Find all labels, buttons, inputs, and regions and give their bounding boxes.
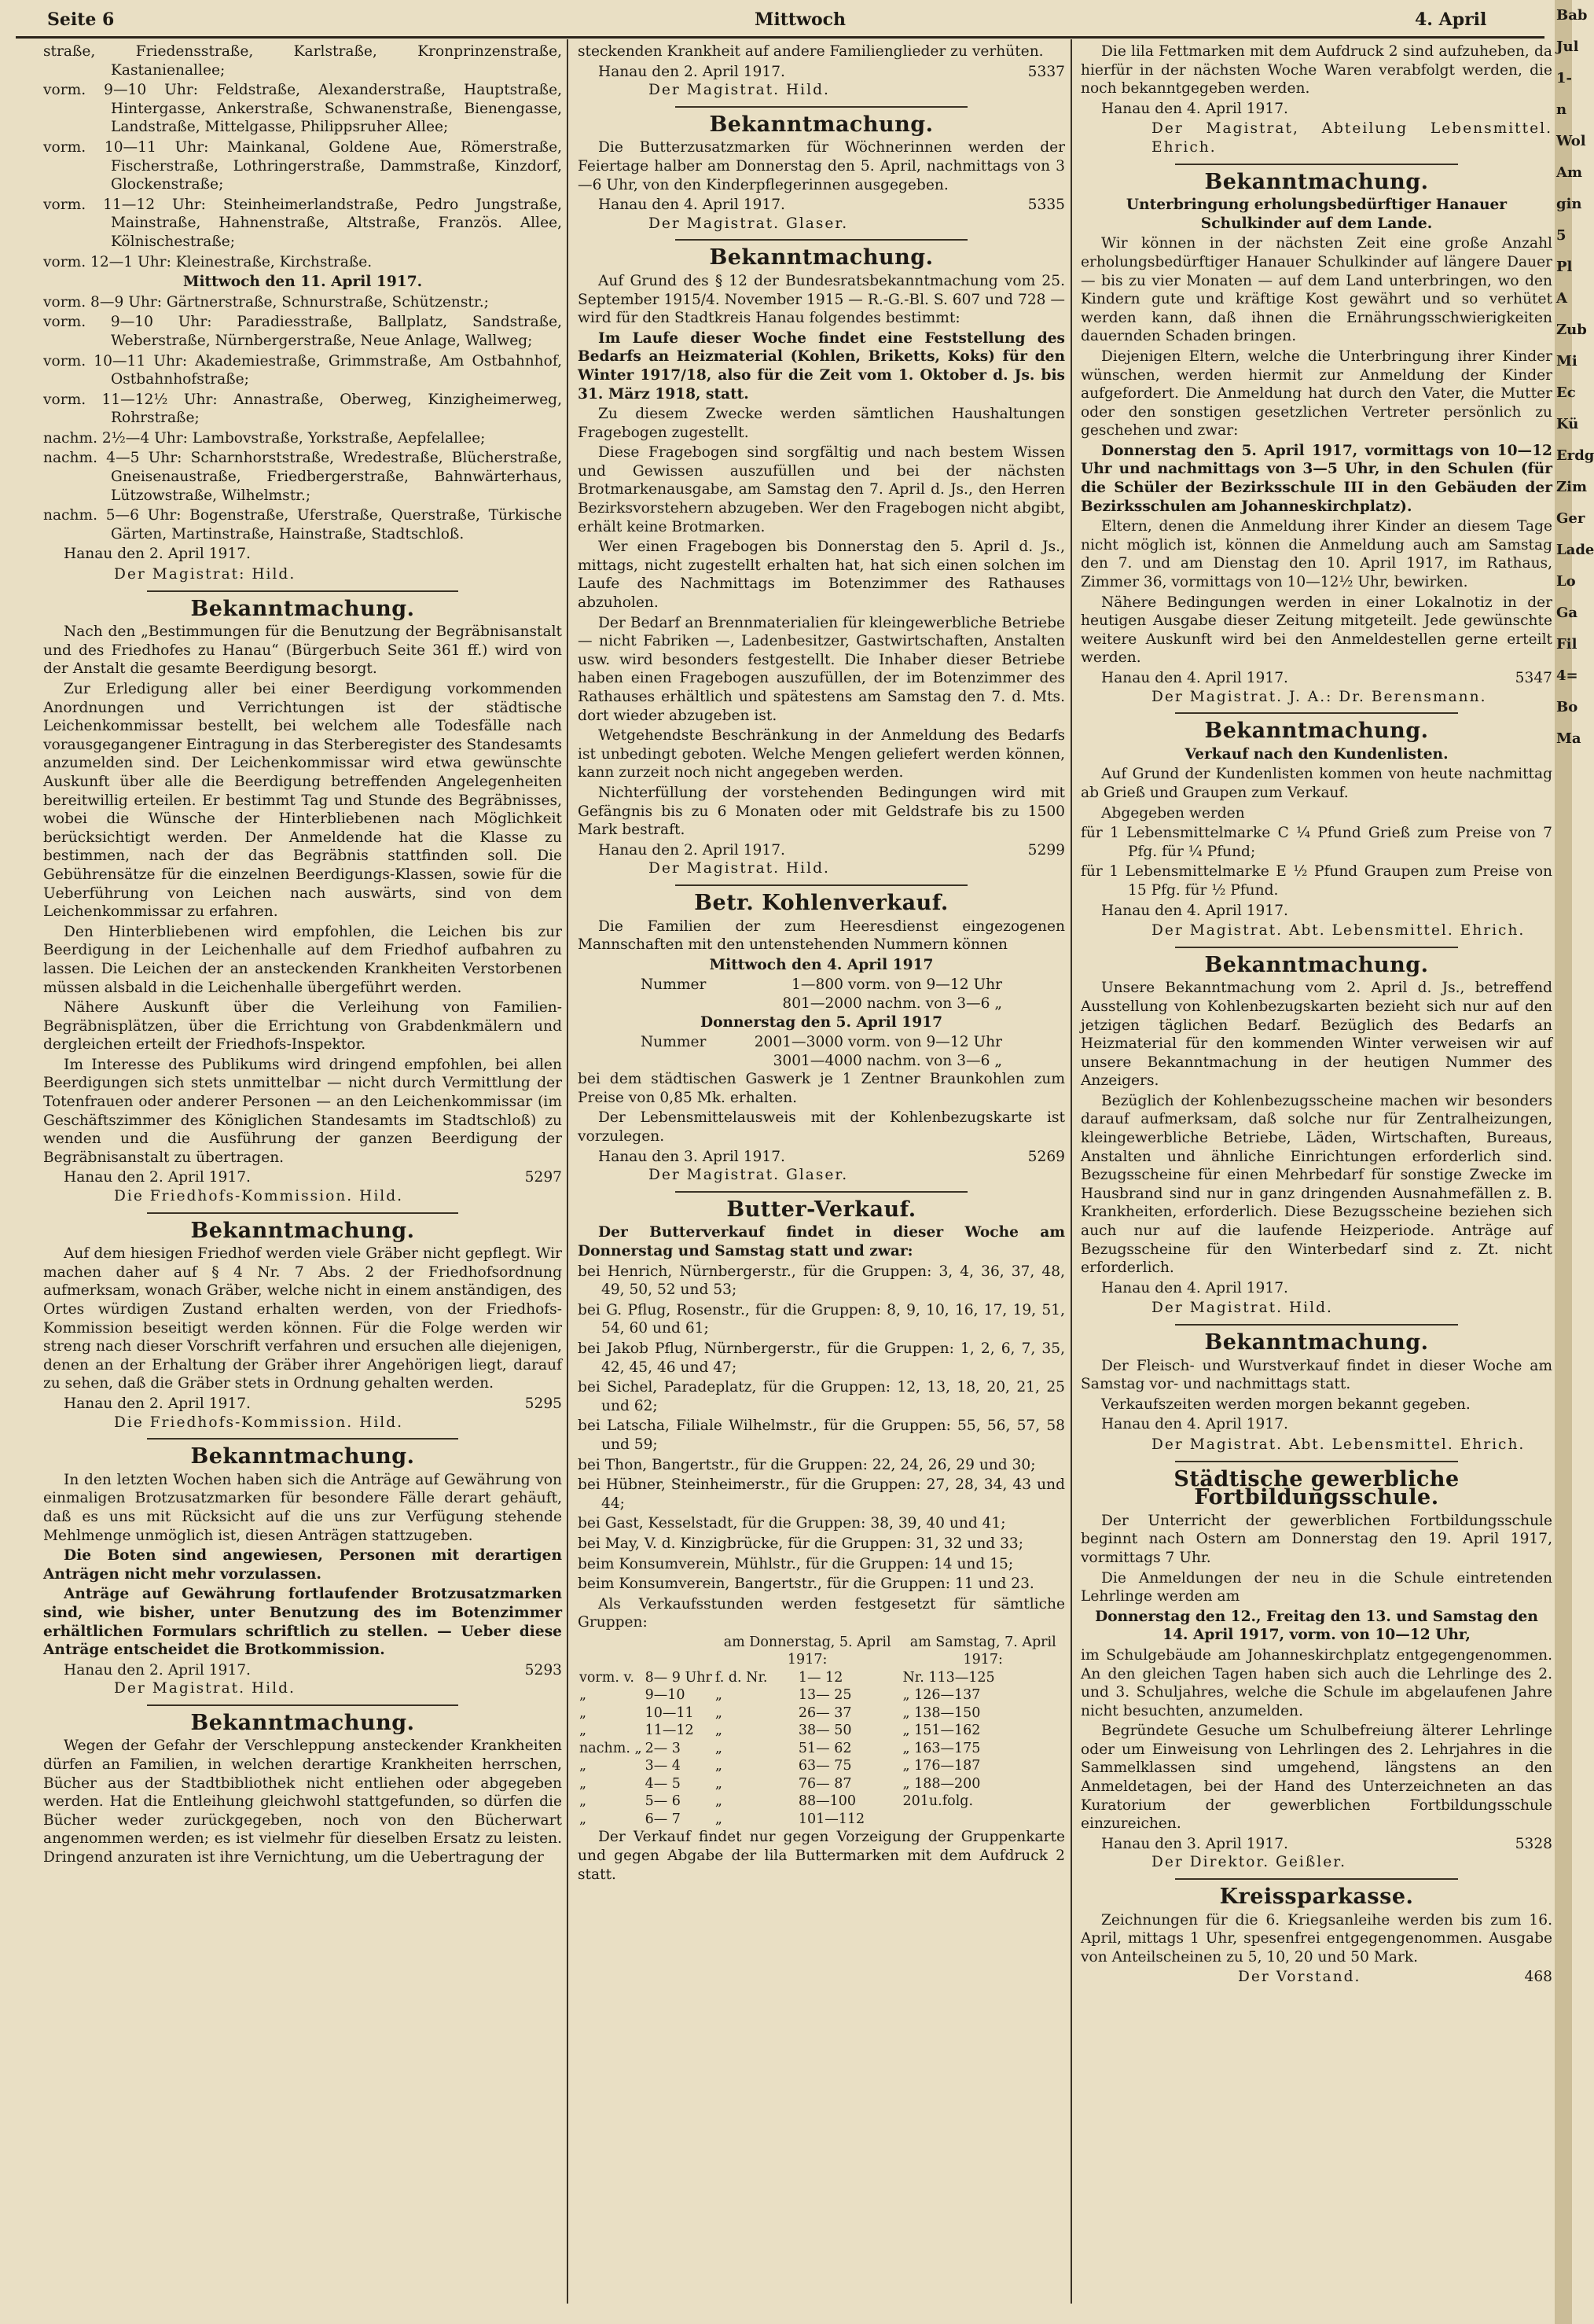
separator (147, 1438, 458, 1440)
strip-fragment: 5 (1556, 227, 1566, 244)
table-cell: 10—11 (645, 1704, 694, 1721)
strip-fragment: Wol (1556, 133, 1586, 149)
table-cell: Nr. 113—125 (902, 1669, 995, 1686)
schedule-line: nachm. 2½—4 Uhr: Lambovstraße, Yorkstraße, Aepfelallee; (43, 429, 486, 447)
schedule-line: vorm. 12—1 Uhr: Kleinestraße, Kirchstraße. (43, 253, 373, 270)
table-cell: 5— 6 (645, 1793, 681, 1810)
strip-fragment: Fil (1556, 636, 1577, 653)
notice-date: Hanau den 2. April 1917. (598, 63, 785, 80)
notice-paragraph: Nichterfüllung der vorstehenden Bedingungen wird mit Gefängnis bis zu 6 Monaten oder mit Geldstrafe bis zu 1500 Mark bestraft. (578, 784, 1065, 839)
notice-paragraph: Den Hinterbliebenen wird empfohlen, die Leichen bis zur Beerdigung in der Leichenhalle auf dem Friedhof aufbahren zu lassen. Die Leichen der an ansteckenden Krankheiten Verstorbenen müssen alsbald in die Leichenhalle übergeführt werden. (43, 923, 562, 996)
list-item: beim Konsumverein, Bangertstr., für die Gruppen: 11 und 23. (578, 1576, 1034, 1593)
notice-title: Betr. Kohlenverkauf. (694, 890, 949, 915)
notice-paragraph: Donnerstag den 5. April 1917, vormittags von 10—12 Uhr und nachmittags von 3—5 Uhr, in den Schulen (für die Schüler der Bezirksschule III in den Gebäuden der Bezirksschulen am Johanneskirchplatz). (1081, 442, 1552, 515)
header-weekday: Mittwoch (755, 9, 847, 30)
table-cell: 11—12 (645, 1723, 694, 1739)
notice-paragraph: Die Anmeldungen der neu in die Schule eintretenden Lehrlinge werden am (1081, 1569, 1552, 1605)
table-row (578, 1686, 1065, 1704)
table-cell: 6— 7 (645, 1811, 681, 1827)
strip-fragment: Mi (1556, 353, 1577, 370)
notice-number: 5293 (524, 1661, 562, 1679)
table-cell: 8— 9 Uhr (645, 1669, 712, 1686)
table-cell: 88—100 (798, 1793, 857, 1810)
notice-title: Kreissparkasse. (1219, 1885, 1414, 1910)
notice-signature: Die Friedhofs-Kommission. Hild. (114, 1188, 404, 1205)
column-left (43, 42, 562, 1869)
header-date: 4. April (1415, 9, 1487, 30)
schedule-line: nachm. 4—5 Uhr: Scharnhorststraße, Wredestraße, Blücherstraße, Gneisenaustraße, Friedbergerstraße, Bahnwärterhaus, Lützowstraße, Wilhelmstr.; (43, 450, 562, 504)
notice-paragraph: Verkaufszeiten werden morgen bekannt gegeben. (1101, 1396, 1471, 1413)
notice-date: Hanau den 4. April 1917. (1101, 1279, 1288, 1296)
table-cell: „ 176—187 (902, 1758, 981, 1774)
column-middle (578, 42, 1065, 1885)
strip-fragment: Ga (1556, 605, 1578, 621)
notice-date: Hanau den 4. April 1917. (1101, 100, 1288, 117)
separator (147, 1704, 458, 1706)
column-divider (567, 39, 568, 2304)
separator (1175, 1461, 1458, 1462)
table-cell: „ (714, 1793, 722, 1810)
notice-date: Hanau den 2. April 1917. (64, 1169, 251, 1186)
schedule-line: vorm. 9—10 Uhr: Paradiesstraße, Ballplatz, Sandstraße, Weberstraße, Nürnbergerstraße, Neue Anlage, Wallweg; (43, 314, 562, 349)
table-cell: nachm. „ (579, 1740, 642, 1756)
table-cell: „ (714, 1740, 722, 1756)
notice-paragraph: Die lila Fettmarken mit dem Aufdruck 2 sind aufzuheben, da hierfür in der nächsten Woche Waren verabfolgt werden, die noch bekanntgegeben werden. (1081, 43, 1552, 97)
schedule-line: vorm. 8—9 Uhr: Gärtnerstraße, Schnurstraße, Schützenstr.; (43, 293, 489, 311)
list-item: bei Hübner, Steinheimerstr., für die Gruppen: 27, 28, 34, 43 und 44; (578, 1476, 1065, 1512)
table-row (578, 1634, 1065, 1669)
notice-date: Hanau den 4. April 1917. (598, 197, 785, 214)
notice-title: Bekanntmachung. (709, 245, 934, 270)
table-row (578, 1793, 1065, 1811)
strip-fragment: 4= (1556, 667, 1578, 684)
notice-paragraph: Begründete Gesuche um Schulbefreiung älterer Lehrlinge oder um Einweisung von Lehrlingen des 2. Lehrjahres in die Sammelklassen sind umgehend, längstens an den Anmeldetagen, bei der Hand des Unterzeichneten an das Kuratorium der gewerblichen Fortbildungsschule einzureichen. (1081, 1723, 1552, 1833)
notice-signature: Der Magistrat. J. A.: Dr. Berensmann. (1151, 688, 1487, 705)
strip-fragment: A (1556, 290, 1567, 307)
strip-fragment: Bab (1556, 7, 1588, 24)
notice-paragraph: Nach den „Bestimmungen für die Benutzung der Begräbnisanstalt und des Friedhofes zu Hanau“ (Bürgerbuch Seite 361 ff.) wird von der Anstalt die gesamte Beerdigung besorgt. (43, 623, 562, 678)
strip-fragment: Ma (1556, 730, 1581, 747)
table-cell: 4— 5 (645, 1775, 681, 1792)
schedule-line: vorm. 10—11 Uhr: Mainkanal, Goldene Aue, Römerstraße, Fischerstraße, Lothringerstraße, Dammstraße, Kinzdorf, Glockenstraße; (43, 138, 562, 193)
notice-paragraph: Wegen der Gefahr der Verschleppung ansteckender Krankheiten dürfen an Familien, in welchen derartige Krankheiten herrschen, Bücher aus der Stadtbibliothek nicht entliehen oder abgegeben werden. Hat die Entleihung gleichwohl stattgefunden, so dürfen die Bücher weder zurückgegeben, noch von den Bücherwart angenommen werden; es ist vielmehr für dieselben Ersatz zu leisten. Dringend anzuraten ist ihre Vernichtung, um die Uebertragung der (43, 1737, 562, 1866)
table-cell: f. d. Nr. (714, 1669, 768, 1686)
table-cell: 9—10 (645, 1687, 685, 1704)
notice-paragraph: Als Verkaufsstunden werden festgesetzt für sämtliche Gruppen: (578, 1595, 1065, 1631)
table-cell: „ (579, 1811, 587, 1827)
notice-paragraph: Nähere Auskunft über die Verleihung von Familien-Begräbnisplätzen, über die Errichtung von Grabdenkmälern und dergleichen erteilt der Friedhofs-Inspektor. (43, 999, 562, 1054)
notice-title: Bekanntmachung. (190, 1218, 415, 1243)
notice-signature: Der Magistrat. Abt. Lebensmittel. Ehrich. (1151, 1436, 1526, 1453)
number-range: 1—800 vorm. von 9—12 Uhr (791, 976, 1002, 994)
notice-subtitle: Verkauf nach den Kundenlisten. (1184, 745, 1449, 763)
notice-date: Hanau den 2. April 1917. (64, 546, 251, 563)
table-header: am Donnerstag, 5. April 1917: (723, 1634, 891, 1668)
table-cell: „ (714, 1758, 722, 1774)
table-row (578, 1811, 1065, 1829)
table-cell: 26— 37 (798, 1704, 852, 1721)
strip-fragment: Zub (1556, 322, 1587, 338)
list-item: bei May, V. d. Kinzigbrücke, für die Gruppen: 31, 32 und 33; (578, 1535, 1024, 1552)
notice-paragraph: Bezüglich der Kohlenbezugsscheine machen wir besonders darauf aufmerksam, daß solche nur für Zentralheizungen, kleingewerbliche Betriebe, Läden, Wirtschaften, Bureaus, Anstalten und ähnliche Einrichtungen erforderlich sind. Bezugsscheine für einen Mehrbedarf für sonstige Zwecke im Hausbrand sind nur in ganz dringenden Ausnahmefällen z. B. Krankheiten, erforderlich. Diese Bezugsscheine beziehen sich auch nur auf die laufende Heizperiode. Anträge auf Bezugsscheine für den Winterbedarf sind z. Zt. nicht erforderlich. (1081, 1092, 1552, 1277)
number-range: 3001—4000 nachm. von 3—6 „ (773, 1052, 1002, 1069)
table-cell: 201u.folg. (902, 1793, 974, 1810)
notice-date: Hanau den 4. April 1917. (1101, 902, 1288, 919)
notice-paragraph: Zeichnungen für die 6. Kriegsanleihe werden bis zum 16. April, mittags 1 Uhr, spesenfrei entgegengenommen. Ausgabe von Anteilscheinen zu 5, 10, 20 und 50 Mark. (1081, 1911, 1552, 1965)
notice-paragraph: Donnerstag den 12., Freitag den 13. und Samstag den 14. April 1917, vorm. von 10—12 Uhr, (1095, 1608, 1538, 1644)
separator (147, 1212, 458, 1214)
table-cell: „ (579, 1758, 587, 1774)
notice-paragraph: Die Butterzusatzmarken für Wöchnerinnen werden der Feiertage halber am Donnerstag den 5. April, nachmittags von 3—6 Uhr, von den Kinderpflegerinnen ausgegeben. (578, 139, 1065, 193)
list-item: bei Sichel, Paradeplatz, für die Gruppen: 12, 13, 18, 20, 21, 25 und 62; (578, 1379, 1065, 1414)
notice-paragraph: bei dem städtischen Gaswerk je 1 Zentner Braunkohlen zum Preise von 0,85 Mk. erhalten. (578, 1071, 1065, 1106)
notice-signature: Der Magistrat: Hild. (114, 566, 296, 583)
notice-paragraph: Diejenigen Eltern, welche die Unterbringung ihrer Kinder wünschen, werden hiermit zur Anmeldung der Kinder aufgefordert. Die Anmeldung hat durch den Vater, die Mutter oder den sonstigen gesetzlichen Vertreter persönlich zu geschehen und zwar: (1081, 347, 1552, 439)
table-cell: 76— 87 (798, 1775, 852, 1792)
column-divider (1071, 39, 1072, 2304)
table-cell: „ (714, 1704, 722, 1721)
strip-fragment: 1-n (1556, 70, 1572, 118)
column-right (1081, 42, 1552, 1987)
table-cell: 101—112 (798, 1811, 865, 1827)
separator (1175, 164, 1458, 165)
strip-fragment: Zim (1556, 479, 1588, 495)
notice-paragraph: Abgegeben werden (1101, 804, 1245, 822)
notice-date: Hanau den 2. April 1917. (64, 1661, 251, 1679)
strip-fragment: gin (1556, 196, 1582, 212)
table-cell (578, 1634, 714, 1669)
notice-title: Bekanntmachung. (190, 1710, 415, 1735)
notice-signature: Der Vorstand. (1238, 1969, 1361, 1986)
notice-paragraph: Unsere Bekanntmachung vom 2. April d. Js., betreffend Ausstellung von Kohlenbezugskarten bezieht sich nur auf den jetzigen täglichen Bedarf. Bezüglich des Bedarfs an Heizmaterial für den kommenden Winter verweisen wir auf unsere Bekanntmachung in der heutigen Nummer des Anzeigers. (1081, 980, 1552, 1090)
list-item: bei Gast, Kesselstadt, für die Gruppen: 38, 39, 40 und 41; (578, 1515, 1006, 1532)
strip-fragment: Bo (1556, 699, 1578, 715)
notice-paragraph: Der Bedarf an Brennmaterialien für kleingewerbliche Betriebe — nicht Fabriken —, Ladenbesitzer, Gastwirtschaften, Anstalten usw. wird besonders festgestellt. Die Inhaber dieser Betriebe haben einen Fragebogen auszufüllen, der im Botenzimmer des Rathauses erhältlich und spätestens am Samstag den 7. d. Mts. dort wieder abzugeben ist. (578, 614, 1065, 724)
number-range: 2001—3000 vorm. von 9—12 Uhr (754, 1034, 1002, 1051)
table-cell: „ (714, 1687, 722, 1704)
strip-fragment: Lade (1556, 542, 1594, 558)
table-cell: „ (714, 1723, 722, 1739)
notice-title: Butter-Verkauf. (726, 1197, 916, 1222)
notice-title: Bekanntmachung. (1204, 1330, 1429, 1355)
list-item: beim Konsumverein, Mühlstr., für die Gruppen: 14 und 15; (578, 1555, 1014, 1572)
strip-fragment: Ec (1556, 384, 1576, 401)
schedule-line: straße, Friedensstraße, Karlstraße, Kronprinzenstraße, Kastanienallee; (43, 43, 562, 79)
notice-paragraph: im Schulgebäude am Johanneskirchplatz entgegengenommen. An den gleichen Tagen haben sich auch die Lehrlinge des 2. und 3. Schuljahres, welche die Schule im abgelaufenen Jahre nicht besuchten, anzumelden. (1081, 1646, 1552, 1719)
notice-number: 5337 (1027, 63, 1065, 80)
notice-title: Bekanntmachung. (709, 112, 934, 137)
strip-fragment: Kü (1556, 416, 1579, 432)
notice-paragraph: Wer einen Fragebogen bis Donnerstag den 5. April d. Js., mittags, nicht zugestellt erhalten hat, hat sich einen solchen im Laufe des Nachmittags im Botenzimmer des Rathauses abzuholen. (578, 539, 1065, 612)
table-cell: 1— 12 (798, 1669, 843, 1686)
table-cell: „ (579, 1687, 587, 1704)
strip-fragment: Am (1556, 164, 1583, 181)
table-cell: „ (579, 1704, 587, 1721)
list-item: für 1 Lebensmittelmarke C ¼ Pfund Grieß zum Preise von 7 Pfg. für ¼ Pfund; (1081, 825, 1552, 860)
notice-date: Hanau den 4. April 1917. (1101, 1416, 1288, 1433)
strip-fragment: Pl (1556, 259, 1573, 275)
notice-number: 5295 (524, 1395, 562, 1412)
list-item: bei Henrich, Nürnbergerstr., für die Gruppen: 3, 4, 36, 37, 48, 49, 50, 52 und 53; (578, 1263, 1065, 1299)
notice-paragraph: Zur Erledigung aller bei einer Beerdigung vorkommenden Anordnungen und Verrichtungen ist der städtische Leichenkommissar bestellt, bei welchem alle Todesfälle nach vorausgegangener Eintragung in das Sterberegister des Standesamts anzumelden sind. Der Leichenkommissar wird etwa gewünschte Auskunft über alle die Beerdigung betreffenden Angelegenheiten bereitwillig erteilen. Er bestimmt Tag und Stunde des Begräbnisses, wobei die Wünsche der Hinterbliebenen nach Möglichkeit berücksichtigt werden. Der Anmeldende hat die Klasse zu bestimmen, nach der das Begräbnis stattfinden soll. Die Gebührensätze für die einzelnen Beerdigungs-Klassen, sowie für die Ueberführung von Leichen nach auswärts, sind von dem Leichenkommissar zu erfahren. (43, 681, 562, 921)
notice-date: Hanau den 4. April 1917. (1101, 670, 1288, 686)
strip-fragment: Ger (1556, 510, 1585, 527)
table-cell: 63— 75 (798, 1758, 852, 1774)
table-cell: 2— 3 (645, 1740, 681, 1756)
table-row (578, 1669, 1065, 1687)
notice-paragraph: Der Verkauf findet nur gegen Vorzeigung der Gruppenkarte und gegen Abgabe der lila Buttermarken mit dem Aufdruck 2 statt. (578, 1829, 1065, 1883)
table-row (578, 1722, 1065, 1740)
notice-signature: Der Direktor. Geißler. (1151, 1854, 1346, 1871)
schedule-day: Mittwoch den 4. April 1917 (709, 956, 934, 973)
notice-signature: Der Magistrat. Hild. (648, 860, 830, 877)
page-number: Seite 6 (47, 9, 115, 30)
notice-paragraph: Der Butterverkauf findet in dieser Woche am Donnerstag und Samstag statt und zwar: (578, 1224, 1065, 1260)
notice-date: Hanau den 3. April 1917. (1101, 1835, 1288, 1852)
notice-paragraph: Im Laufe dieser Woche findet eine Feststellung des Bedarfs an Heizmaterial (Kohlen, Briketts, Koks) für den Winter 1917/18, also für die Zeit vom 1. Oktober d. Js. bis 31. März 1918, statt. (578, 329, 1065, 403)
list-item: bei Thon, Bangertstr., für die Gruppen: 22, 24, 26, 29 und 30; (578, 1456, 1036, 1473)
list-item: für 1 Lebensmittelmarke E ½ Pfund Graupen zum Preise von 15 Pfg. für ½ Pfund. (1081, 863, 1552, 899)
table-cell: 13— 25 (798, 1687, 852, 1704)
table-row (578, 1757, 1065, 1775)
page-header (0, 5, 1572, 36)
separator (1175, 1878, 1458, 1880)
notice-number: 5297 (524, 1169, 562, 1186)
table-cell: 38— 50 (798, 1723, 852, 1739)
notice-paragraph: Zu diesem Zwecke werden sämtlichen Haushaltungen Fragebogen zugestellt. (578, 406, 1065, 441)
notice-signature: Der Magistrat. Glaser. (648, 215, 849, 232)
notice-signature: Der Magistrat, Abteilung Lebensmittel. Ehrich. (1151, 120, 1552, 156)
table-row (578, 1740, 1065, 1758)
notice-title: Städtische gewerbliche Fortbildungsschule. (1173, 1466, 1460, 1510)
notice-paragraph: Auf Grund der Kundenlisten kommen von heute nachmittag ab Grieß und Graupen zum Verkauf. (1081, 766, 1552, 801)
notice-number: 5335 (1027, 197, 1065, 214)
notice-paragraph: Eltern, denen die Anmeldung ihrer Kinder an diesem Tage nicht möglich ist, können die Anmeldung auch am Samstag den 7. und am Dienstag den 10. April 1917, im Rathaus, Zimmer 36, vormittags von 10—12½ Uhr, bewirken. (1081, 518, 1552, 591)
notice-paragraph: Auf Grund des § 12 der Bundesratsbekanntmachung vom 25. September 1915/4. November 1915 — R.-G.-Bl. S. 607 und 728 — wird für den Stadtkreis Hanau folgendes bestimmt: (578, 272, 1065, 327)
notice-paragraph: Die Familien der zum Heeresdienst eingezogenen Mannschaften mit den untenstehenden Nummern können (578, 917, 1065, 954)
table-cell: „ (714, 1811, 722, 1827)
notice-number: 5347 (1515, 670, 1552, 686)
notice-subtitle: Unterbringung erholungsbedürftiger Hanauer Schulkinder auf dem Lande. (1126, 197, 1508, 232)
separator (675, 239, 968, 241)
table-row (578, 1775, 1065, 1793)
separator (675, 884, 968, 886)
notice-paragraph: Die Boten sind angewiesen, Personen mit derartigen Anträgen nicht mehr vorzulassen. (43, 1547, 562, 1583)
notice-paragraph: Im Interesse des Publikums wird dringend empfohlen, bei allen Beerdigungen sich stets unmittelbar — nicht durch Vermittlung der Totenfrauen oder anderer Personen — an den Leichenkommissar (im Geschäftszimmer des Königlichen Standesamts im Stadtschloß) zu wenden und die Ausführung der ganzen Beerdigung der Begräbnisanstalt zu übertragen. (43, 1056, 562, 1166)
table-cell: „ (714, 1775, 722, 1792)
notice-signature: Die Friedhofs-Kommission. Hild. (114, 1414, 404, 1431)
schedule-line: nachm. 5—6 Uhr: Bogenstraße, Uferstraße, Querstraße, Türkische Gärten, Martinstraße, Hainstraße, Stadtschloß. (43, 507, 562, 542)
schedule-line: vorm. 11—12½ Uhr: Annastraße, Oberweg, Kinzigheimerweg, Rohrstraße; (43, 391, 562, 427)
notice-paragraph: steckenden Krankheit auf andere Familienglieder zu verhüten. (578, 43, 1044, 60)
schedule-day: Mittwoch den 11. April 1917. (182, 274, 423, 291)
table-cell: „ 138—150 (902, 1704, 981, 1721)
schedule-day: Donnerstag den 5. April 1917 (700, 1013, 943, 1031)
notice-paragraph: Der Fleisch- und Wurstverkauf findet in dieser Woche am Samstag vor- und nachmittags statt. (1081, 1357, 1552, 1393)
table-cell: „ 188—200 (902, 1775, 981, 1792)
notice-number: 5269 (1027, 1148, 1065, 1165)
number-label: Nummer (641, 1034, 707, 1051)
table-cell: „ 163—175 (902, 1740, 981, 1756)
list-item: bei Jakob Pflug, Nürnbergerstr., für die Gruppen: 1, 2, 6, 7, 35, 42, 45, 46 und 47; (578, 1340, 1065, 1376)
table-cell: „ (579, 1775, 587, 1792)
notice-date: Hanau den 2. April 1917. (64, 1395, 251, 1412)
notice-number: 5299 (1027, 841, 1065, 859)
table-cell: vorm. v. (579, 1669, 634, 1686)
notice-paragraph: Wir können in der nächsten Zeit eine große Anzahl erholungsbedürftiger Hanauer Schulkinder auf längere Dauer — bis zu vier Monaten — auf dem Land unterbringen, wo den Kindern gute und kräftige Kost gewährt und so verhütet werden kann, daß ihnen die Ernährungsschwierigkeiten dauernden Schaden bringen. (1081, 235, 1552, 345)
notice-signature: Der Magistrat. Hild. (1151, 1300, 1333, 1317)
separator (1175, 947, 1458, 948)
notice-signature: Der Magistrat. Abt. Lebensmittel. Ehrich. (1151, 922, 1526, 940)
table-row (578, 1704, 1065, 1723)
notice-paragraph: In den letzten Wochen haben sich die Anträge auf Gewährung von einmaligen Brotzusatzmarken für besondere Fälle derart gehäuft, daß es uns mit Rücksicht auf die uns zur Verfügung stehende Mehlmenge unmöglich ist, diesen Anträgen stattzugeben. (43, 1471, 562, 1544)
notice-paragraph: Der Lebensmittelausweis mit der Kohlenbezugskarte ist vorzulegen. (578, 1109, 1065, 1145)
notice-title: Bekanntmachung. (1204, 952, 1429, 977)
list-item: bei G. Pflug, Rosenstr., für die Gruppen: 8, 9, 10, 16, 17, 19, 51, 54, 60 und 61; (578, 1301, 1065, 1337)
adjacent-page-strip (1555, 0, 1594, 2324)
notice-title: Bekanntmachung. (190, 596, 415, 621)
separator (1175, 1324, 1458, 1326)
table-cell (901, 1811, 1065, 1829)
notice-signature: Der Magistrat. Hild. (114, 1680, 296, 1697)
schedule-line: vorm. 10—11 Uhr: Akademiestraße, Grimmstraße, Am Ostbahnhof, Ostbahnhofstraße; (43, 352, 562, 388)
strip-fragment: Lo (1556, 573, 1576, 590)
strip-fragment: Erdg (1556, 447, 1594, 464)
schedule-line: vorm. 9—10 Uhr: Feldstraße, Alexanderstraße, Hauptstraße, Hintergasse, Ankerstraße, Schwanenstraße, Bienengasse, Landstraße, Mittelgasse, Philippsruher Allee; (43, 82, 562, 136)
number-label: Nummer (641, 976, 707, 994)
schedule-line: vorm. 11—12 Uhr: Steinheimerlandstraße, Pedro Jungstraße, Mainstraße, Hahnenstraße, Altstraße, Französ. Allee, Kölnischestraße; (43, 196, 562, 250)
notice-paragraph: Wetgehendste Beschränkung in der Anmeldung des Bedarfs ist unbedingt geboten. Welche Mengen geliefert werden können, kann zurzeit noch nicht angegeben werden. (578, 727, 1065, 781)
list-item: bei Latscha, Filiale Wilhelmstr., für die Gruppen: 55, 56, 57, 58 und 59; (578, 1418, 1065, 1453)
table-cell: „ (579, 1793, 587, 1810)
notice-signature: Der Magistrat. Hild. (648, 82, 830, 99)
table-header: am Samstag, 7. April 1917: (909, 1634, 1056, 1668)
notice-paragraph: Diese Fragebogen sind sorgfältig und nach bestem Wissen und Gewissen auszufüllen und bei der nächsten Brotmarkenausgabe, am Samstag den 7. April d. Js., den Herren Bezirksvorstehern abzugeben. Wer den Fragebogen nicht abgibt, erhält keine Brotmarken. (578, 444, 1065, 535)
notice-signature: Der Magistrat. Glaser. (648, 1167, 849, 1184)
notice-paragraph: Nähere Bedingungen werden in einer Lokalnotiz in der heutigen Ausgabe dieser Zeitung mitgeteilt. Jede gewünschte weitere Auskunft wird bei den Anmeldestellen gerne erteilt werden. (1081, 594, 1552, 667)
table-cell: 51— 62 (798, 1740, 852, 1756)
separator (147, 590, 458, 592)
table-cell: „ 126—137 (902, 1687, 981, 1704)
strip-fragment: Jul (1556, 39, 1579, 55)
table-cell: 3— 4 (645, 1758, 681, 1774)
notice-date: Hanau den 2. April 1917. (598, 841, 785, 859)
number-range: 801—2000 nachm. von 3—6 „ (782, 995, 1002, 1012)
table-cell: „ (579, 1723, 587, 1739)
notice-number: 468 (1524, 1969, 1552, 1986)
table-cell: „ 151—162 (902, 1723, 981, 1739)
separator (675, 1191, 968, 1193)
notice-number: 5328 (1515, 1835, 1552, 1852)
notice-date: Hanau den 3. April 1917. (598, 1148, 785, 1165)
notice-title: Bekanntmachung. (1204, 169, 1429, 194)
sales-hours-table (578, 1634, 1065, 1829)
notice-paragraph: Der Unterricht der gewerblichen Fortbildungsschule beginnt nach Ostern am Donnerstag den 19. April 1917, vormittags 7 Uhr. (1081, 1512, 1552, 1566)
notice-paragraph: Auf dem hiesigen Friedhof werden viele Gräber nicht gepflegt. Wir machen daher auf § 4 Nr. 7 Abs. 2 der Friedhofsordnung aufmerksam, wonach Gräber, welche nicht in einem anständigen, des Ortes würdigen Zustand erhalten werden, von der Friedhofs-Kommission beseitigt werden können. Für die Folge werden wir streng nach dieser Vorschrift verfahren und ersuchen alle diejenigen, denen an der Erhaltung der Gräber ihrer Angehörigen liegt, darauf zu sehen, daß die Gräber stets in Ordnung gehalten werden. (43, 1245, 562, 1392)
notice-paragraph: Anträge auf Gewährung fortlaufender Brotzusatzmarken sind, wie bisher, unter Benutzung des im Botenzimmer erhältlichen Formulars schriftlich zu stellen. — Ueber diese Anträge entscheidet die Brotkommission. (43, 1586, 562, 1659)
separator (675, 106, 968, 108)
notice-title: Bekanntmachung. (1204, 719, 1429, 744)
notice-title: Bekanntmachung. (190, 1444, 415, 1469)
header-rule (16, 36, 1544, 39)
separator (1175, 712, 1458, 714)
